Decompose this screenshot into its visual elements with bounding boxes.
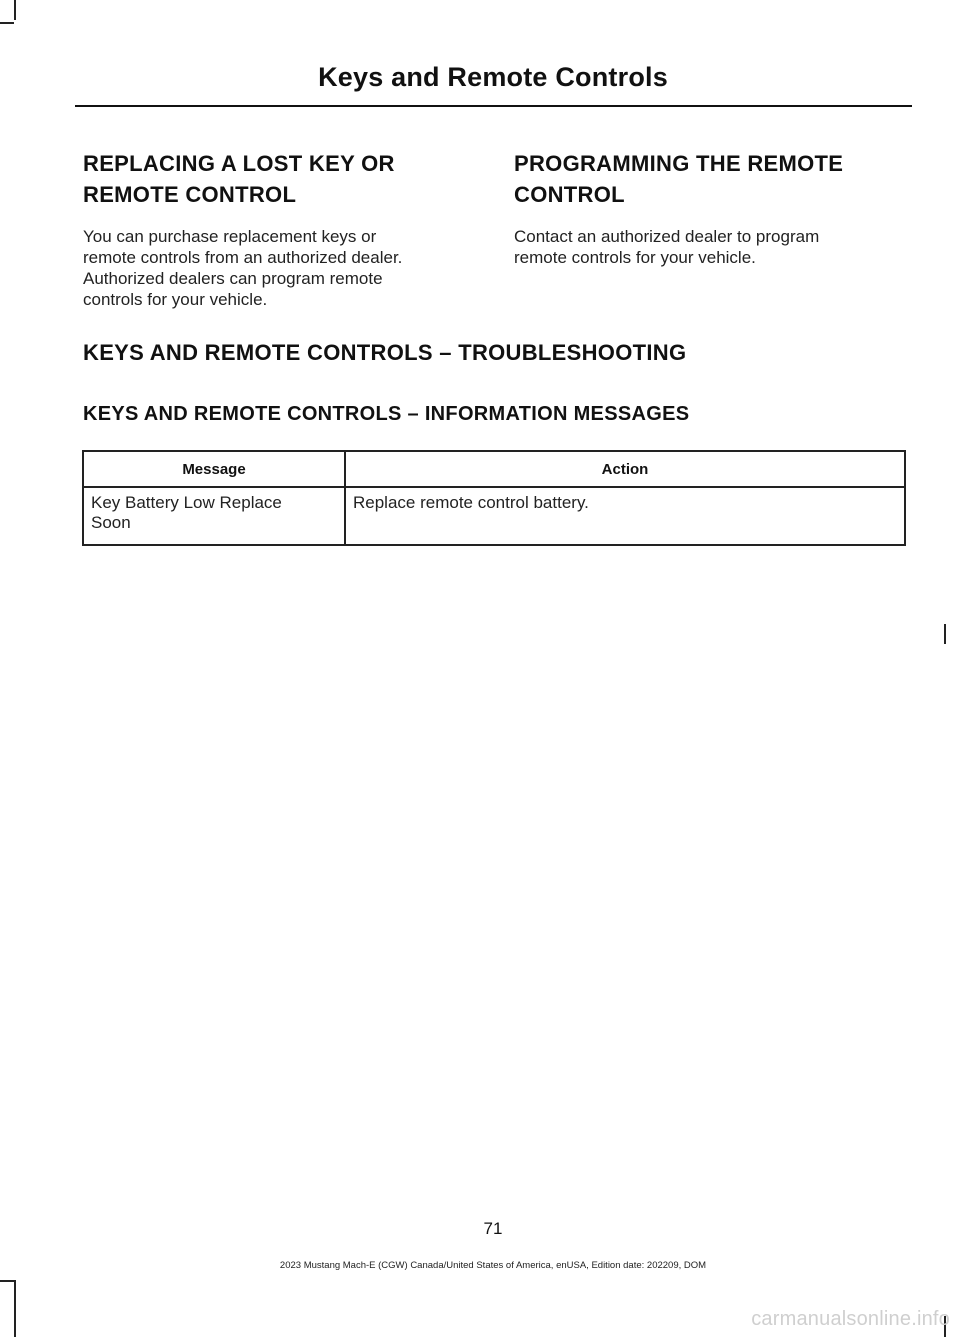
table-row [83, 487, 905, 545]
table-header-row [83, 451, 905, 487]
edition-footer: 2023 Mustang Mach-E (CGW) Canada/United States of America, enUSA, Edition date: 202209, DOM [279, 1260, 707, 1271]
crop-mark [14, 1280, 16, 1337]
message-line: Key Battery Low Replace [91, 493, 282, 512]
paragraph-line: Authorized dealers can program remote [83, 269, 383, 288]
programming-remote-heading [514, 148, 914, 210]
crop-mark [14, 0, 16, 20]
information-messages-table [82, 450, 906, 546]
troubleshooting-title: KEYS AND REMOTE CONTROLS – TROUBLESHOOTING [83, 340, 687, 365]
heading-line: PROGRAMMING THE REMOTE [514, 151, 844, 176]
programming-remote-paragraph [514, 226, 914, 268]
paragraph-line: remote controls from an authorized dealer. [83, 248, 403, 267]
page-header-title: Keys and Remote Controls [318, 62, 668, 92]
watermark: carmanualsonline.info [751, 1308, 950, 1330]
heading-line: CONTROL [514, 182, 625, 207]
paragraph-line: Contact an authorized dealer to program [514, 227, 820, 246]
paragraph-line: You can purchase replacement keys or [83, 227, 377, 246]
programming-remote-section [514, 148, 914, 268]
column-header-message: Message [83, 451, 345, 487]
page-number: 71 [483, 1219, 503, 1238]
crop-mark [944, 624, 946, 644]
replacing-key-heading [83, 148, 483, 210]
heading-line: REPLACING A LOST KEY OR [83, 151, 395, 176]
paragraph-line: controls for your vehicle. [83, 290, 268, 309]
information-messages-title: KEYS AND REMOTE CONTROLS – INFORMATION MESSAGES [83, 403, 690, 425]
heading-line: REMOTE CONTROL [83, 182, 297, 207]
message-cell [83, 487, 345, 545]
replacing-key-section [83, 148, 483, 310]
column-header-action: Action [345, 451, 905, 487]
paragraph-line: remote controls for your vehicle. [514, 248, 756, 267]
crop-mark [0, 1280, 14, 1282]
message-line: Soon [91, 513, 131, 532]
crop-mark [0, 22, 14, 24]
action-cell: Replace remote control battery. [345, 487, 905, 545]
header-divider [75, 105, 912, 107]
replacing-key-paragraph [83, 226, 483, 310]
